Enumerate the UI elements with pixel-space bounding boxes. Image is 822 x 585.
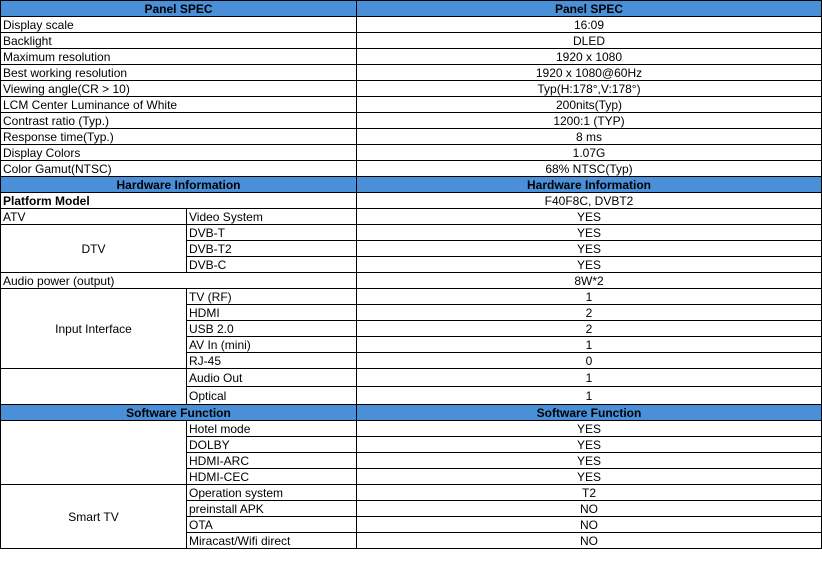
feature-value: YES (357, 437, 822, 453)
audio-power-value: 8W*2 (357, 273, 822, 289)
input-interface-label: Input Interface (1, 289, 187, 369)
dtv-value: YES (357, 241, 822, 257)
smart-tv-value: T2 (357, 485, 822, 501)
feature-sub-label: HDMI-ARC (187, 453, 357, 469)
output-value: 1 (357, 387, 822, 405)
output-empty-cell (1, 369, 187, 405)
spec-value: 16:09 (357, 17, 822, 33)
spec-label: Best working resolution (1, 65, 357, 81)
input-value: 1 (357, 289, 822, 305)
table-row (1, 289, 822, 305)
spec-label: Display scale (1, 17, 357, 33)
spec-label: Backlight (1, 33, 357, 49)
spec-value: 1920 x 1080 (357, 49, 822, 65)
platform-model-label: Platform Model (1, 193, 357, 209)
spec-label: Response time(Typ.) (1, 129, 357, 145)
table-row (1, 193, 822, 209)
audio-power-label: Audio power (output) (1, 273, 357, 289)
software-header-row (1, 405, 822, 421)
panel-header-left: Panel SPEC (1, 1, 357, 17)
feature-value: YES (357, 469, 822, 485)
spec-value: 1920 x 1080@60Hz (357, 65, 822, 81)
spec-label: Viewing angle(CR > 10) (1, 81, 357, 97)
input-sub-label: HDMI (187, 305, 357, 321)
smart-tv-label: Smart TV (1, 485, 187, 549)
input-value: 2 (357, 305, 822, 321)
table-row (1, 421, 822, 437)
panel-header-right: Panel SPEC (357, 1, 822, 17)
hardware-header-left: Hardware Information (1, 177, 357, 193)
dtv-sub-label: DVB-T2 (187, 241, 357, 257)
smart-tv-value: NO (357, 517, 822, 533)
platform-model-value: F40F8C, DVBT2 (357, 193, 822, 209)
panel-header-row (1, 1, 822, 17)
table-row (1, 129, 822, 145)
software-header-right: Software Function (357, 405, 822, 421)
atv-sub-label: Video System (187, 209, 357, 225)
spec-value: 8 ms (357, 129, 822, 145)
feature-sub-label: Hotel mode (187, 421, 357, 437)
table-row (1, 225, 822, 241)
input-sub-label: TV (RF) (187, 289, 357, 305)
table-row (1, 33, 822, 49)
spec-label: LCM Center Luminance of White (1, 97, 357, 113)
spec-value: 1200:1 (TYP) (357, 113, 822, 129)
input-value: 2 (357, 321, 822, 337)
spec-label: Color Gamut(NTSC) (1, 161, 357, 177)
dtv-label: DTV (1, 225, 187, 273)
table-row (1, 145, 822, 161)
feature-sub-label: HDMI-CEC (187, 469, 357, 485)
smart-tv-sub-label: Miracast/Wifi direct (187, 533, 357, 549)
smart-tv-sub-label: OTA (187, 517, 357, 533)
spec-value: 200nits(Typ) (357, 97, 822, 113)
hardware-header-right: Hardware Information (357, 177, 822, 193)
table-row (1, 113, 822, 129)
table-row (1, 49, 822, 65)
table-row (1, 65, 822, 81)
atv-value: YES (357, 209, 822, 225)
spec-value: DLED (357, 33, 822, 49)
feature-value: YES (357, 453, 822, 469)
output-sub-label: Optical (187, 387, 357, 405)
table-row (1, 209, 822, 225)
spec-label: Maximum resolution (1, 49, 357, 65)
smart-tv-sub-label: preinstall APK (187, 501, 357, 517)
table-row (1, 161, 822, 177)
dtv-sub-label: DVB-T (187, 225, 357, 241)
atv-label: ATV (1, 209, 187, 225)
table-row (1, 369, 822, 387)
table-row (1, 17, 822, 33)
table-row (1, 81, 822, 97)
input-value: 0 (357, 353, 822, 369)
table-row (1, 485, 822, 501)
spec-label: Contrast ratio (Typ.) (1, 113, 357, 129)
feature-value: YES (357, 421, 822, 437)
table-row (1, 273, 822, 289)
feature-sub-label: DOLBY (187, 437, 357, 453)
spec-value: 68% NTSC(Typ) (357, 161, 822, 177)
dtv-value: YES (357, 257, 822, 273)
input-value: 1 (357, 337, 822, 353)
spec-label: Display Colors (1, 145, 357, 161)
smart-tv-value: NO (357, 501, 822, 517)
input-sub-label: AV In (mini) (187, 337, 357, 353)
smart-tv-sub-label: Operation system (187, 485, 357, 501)
hardware-header-row (1, 177, 822, 193)
software-header-left: Software Function (1, 405, 357, 421)
spec-value: 1.07G (357, 145, 822, 161)
feature-empty-cell (1, 421, 187, 485)
table-row (1, 97, 822, 113)
input-sub-label: RJ-45 (187, 353, 357, 369)
input-sub-label: USB 2.0 (187, 321, 357, 337)
dtv-value: YES (357, 225, 822, 241)
dtv-sub-label: DVB-C (187, 257, 357, 273)
output-sub-label: Audio Out (187, 369, 357, 387)
output-value: 1 (357, 369, 822, 387)
spec-value: Typ(H:178°,V:178°) (357, 81, 822, 97)
smart-tv-value: NO (357, 533, 822, 549)
